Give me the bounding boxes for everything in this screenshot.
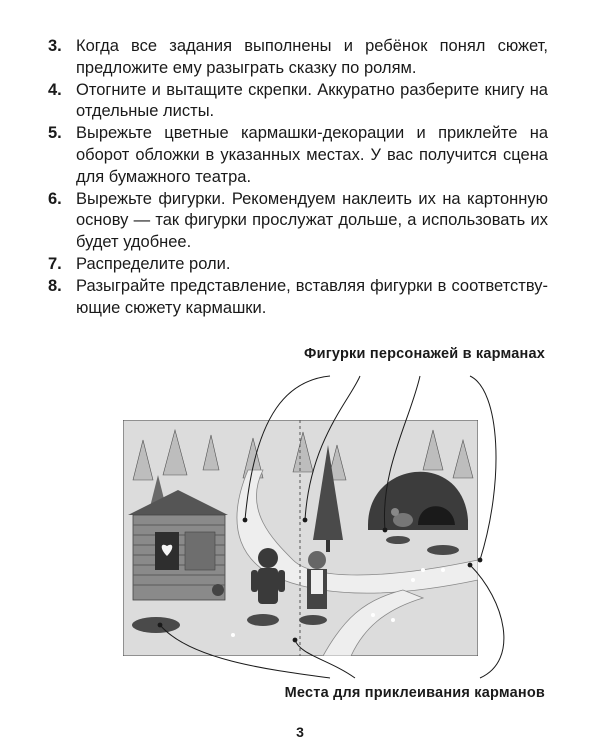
caption-pocket-places: Места для приклеивания карманов (284, 685, 545, 701)
step-8 (48, 276, 548, 320)
step-number: 7. (48, 254, 62, 273)
step-7 (48, 254, 548, 276)
paper-theatre-scene (123, 420, 478, 656)
step-text: Отогните и вытащите скрепки. Аккуратно разберите книгу на отдельные листы. (76, 80, 548, 121)
step-text: Когда все задания выполнены и ребёнок понял сюжет, предложите ему разыграть сказку по ролям. (76, 37, 548, 77)
step-number: 8. (48, 276, 62, 295)
step-3 (48, 36, 548, 80)
caption-figures-in-pockets: Фигурки персонажей в карманах (304, 346, 545, 362)
step-number: 3. (48, 37, 62, 55)
step-text: Вырежьте цветные кармашки-декорации и приклейте на оборот обложки в указанных местах. У вас получится сцена для бумажного театра. (76, 124, 548, 186)
step-6 (48, 189, 548, 254)
step-number: 4. (48, 80, 62, 99)
step-text: Разыграйте представление, вставляя фигурки в соответству- ющие сюжету кармашки. (76, 276, 548, 317)
step-4 (48, 80, 548, 124)
step-5 (48, 123, 548, 188)
step-number: 6. (48, 189, 62, 208)
step-text: Вырежьте фигурки. Рекомендуем наклеить их на картонную основу — так фигурки прослужат дольше, а использовать их будет удобнее. (76, 189, 549, 252)
page-number: 3 (296, 724, 304, 740)
step-number: 5. (48, 124, 62, 143)
instruction-list (48, 36, 548, 319)
step-text: Распределите роли. (76, 254, 231, 273)
